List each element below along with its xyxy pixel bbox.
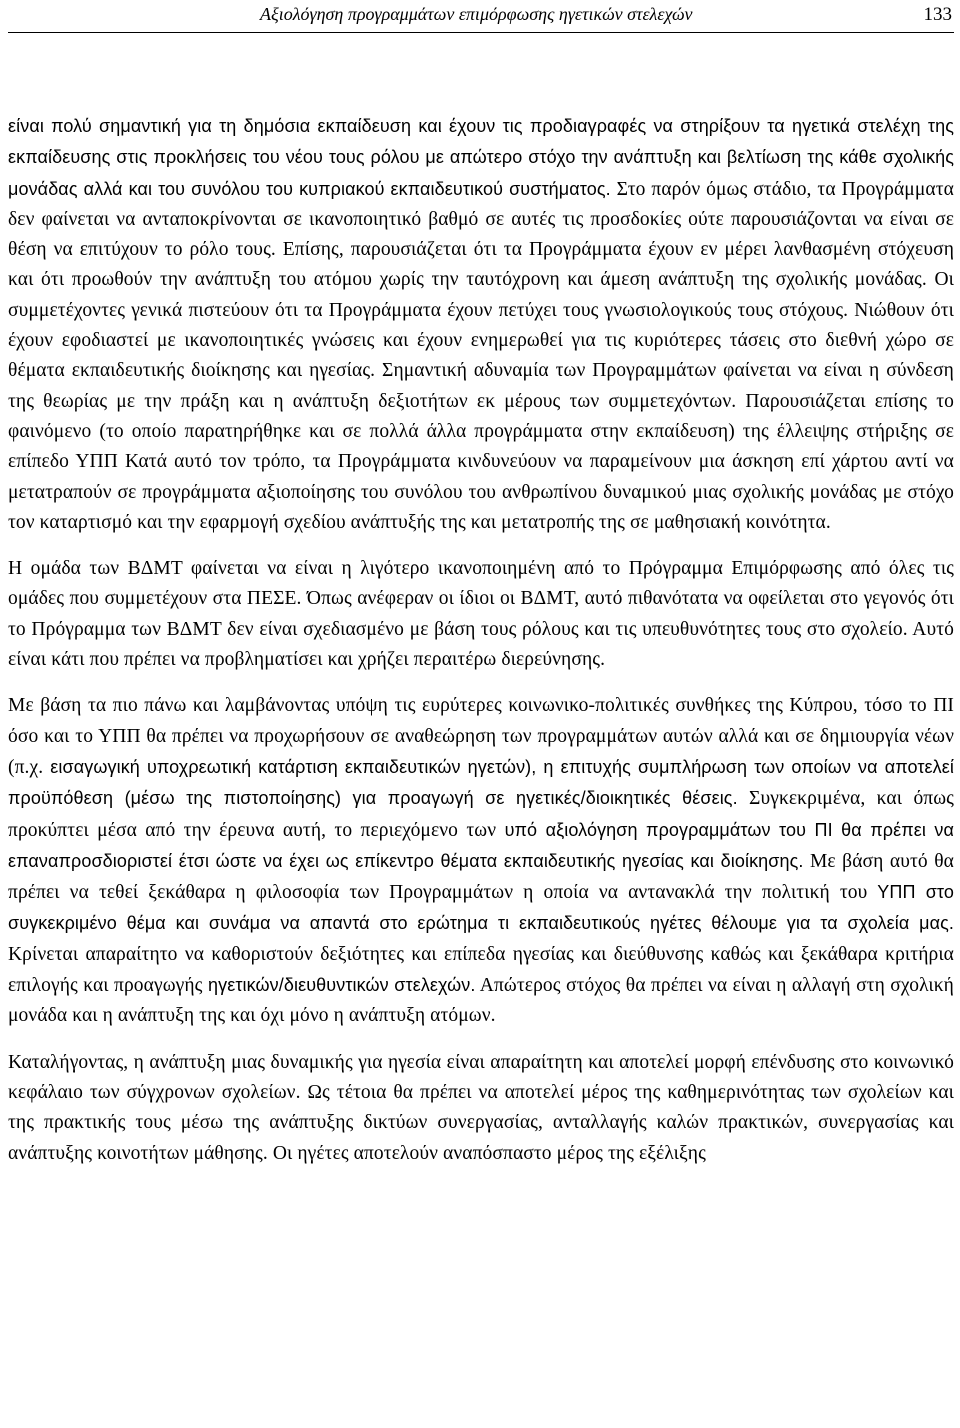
text-segment: Με βάση αυτό θα πρέπει να τεθεί ξεκάθαρα η φιλοσοφία των Προγραμμάτων η οποία να αντανακλά την πολιτική του bbox=[8, 850, 954, 904]
text-segment: ΥΠΠ στο συγκεκριμένο θέμα και συνάμα να απαντά στο ερώτημα τι εκπαιδευτικούς ηγέτες θέλουμε για τα σχολεία μας. bbox=[8, 882, 954, 934]
text-segment: Απώτερος στόχος θα πρέπει να είναι η αλλαγή στη σχολική μονάδα και η ανάπτυξη της και όχι μόνο η ανάπτυξη ατόμων. bbox=[8, 975, 954, 1027]
text-segment: Καταλήγοντας, η ανάπτυξη μιας δυναμικής για ηγεσία είναι απαραίτητη και αποτελεί μορφή επένδυσης στο κοινωνικό κεφάλαιο των σύγχρονων σχολείων. Ως τέτοια θα πρέπει να αποτελεί μέρος της καθημερινότητας των σχολείων και της πρακτικής τους μέσω της ανάπτυξης δικτύων συνεργασίας, ανταλλαγής καλών πρακτικών, συνεργασίας και ανάπτυξης κοινοτήτων μάθησης. Οι ηγέτες αποτελούν αναπόσπαστο μέρος της εξέλιξης bbox=[8, 1051, 954, 1164]
text-segment: Η ομάδα των ΒΔΜΤ φαίνεται να είναι η λιγότερο ικανοποιημένη από το Πρόγραμμα Επιμόρφωσης από όλες τις ομάδες που συμμετέχουν στα ΠΕΣΕ. Όπως ανέφεραν οι ίδιοι οι ΒΔΜΤ, αυτό πιθανότατα να οφείλεται στο γεγονός ότι το Πρόγραμμα των ΒΔΜΤ δεν είναι σχεδιασμένο με βάση τους ρόλους και τις υπευθυνότητες τους στο σχολείο. Αυτό είναι κάτι που πρέπει να προβληματίσει και χρήζει περαιτέρω διερεύνησης. bbox=[8, 558, 954, 671]
text-segment: υπό αξιολόγηση προγραμμάτων του ΠΙ θα πρέπει να επαναπροσδιοριστεί έτσι ώστε να έχει ως επίκεντρο θέματα εκπαιδευτικής ηγεσίας και διοίκησης. bbox=[8, 819, 954, 871]
running-title: Αξιολόγηση προγραμμάτων επιμόρφωσης ηγετικών στελεχών bbox=[260, 4, 693, 24]
text-segment: Συγκεκριμένα, και όπως προκύπτει μέσα από την έρευνα αυτή, το περιεχόμενο των bbox=[8, 788, 954, 841]
paragraph-1 bbox=[8, 111, 954, 538]
paragraph-2 bbox=[8, 554, 954, 675]
running-header bbox=[8, 0, 954, 33]
text-segment: εισαγωγική υποχρεωτική κατάρτιση εκπαιδευτικών ηγετών), η επιτυχής συμπλήρωση των οποίων να αποτελεί προϋπόθεση (μέσω της πιστοποίησης) για προαγωγή σε ηγετικές/διοικητικές θέσεις. bbox=[8, 756, 954, 809]
paragraph-4 bbox=[8, 1048, 954, 1169]
text-segment: Στο παρόν όμως στάδιο, τα Προγράμματα δεν φαίνεται να ανταποκρίνονται σε ικανοποιητικό βαθμό σε αυτές τις προσδοκίες ούτε παρουσιάζονται να είναι σε θέση να επιτύχουν το ρόλο τους. Επίσης, παρουσιάζεται ότι τα Προγράμματα έχουν εν μέρει λανθασμένη στόχευση και ότι προωθούν την ανάπτυξη του ατόμου χωρίς την ταυτόχρονη και άμεση ανάπτυξη της σχολικής μονάδας. Οι συμμετέχοντες γενικά πιστεύουν ότι τα Προγράμματα έχουν πετύχει τους γνωσιολογικούς τους στόχους. Νιώθουν ότι έχουν εφοδιαστεί με ικανοποιητικές γνώσεις και έχουν ενημερωθεί για τις κυριότερες τάσεις στο διεθνή χώρο σε θέματα εκπαιδευτικής διοίκησης και ηγεσίας. Σημαντική αδυναμία των Προγραμμάτων φαίνεται να είναι η σύνδεση της θεωρίας με την πράξη και η ανάπτυξη δεξιοτήτων εκ μέρους των συμμετεχόντων. Παρουσιάζεται επίσης το φαινόμενο (το οποίο παρατηρήθηκε και σε πολλά άλλα προγράμματα στην εκπαίδευση) της έλλειψης στήριξης σε επίπεδο ΥΠΠ Κατά αυτό τον τρόπο, τα Προγράμματα κινδυνεύουν να παραμείνουν μια άσκηση επί χάρτου αντί να μετατραπούν σε προγράμματα αξιοποίησης του συνόλου του ανθρωπίνου δυναμικού μιας σχολικής μονάδας με στόχο τον καταρτισμό και την εφαρμογή σχεδίου ανάπτυξής της και μετατροπής της σε μαθησιακή κοινότητα. bbox=[8, 178, 954, 533]
text-segment: ηγετικών/διευθυντικών στελεχών. bbox=[202, 975, 476, 996]
text-segment: Με βάση τα πιο πάνω και λαμβάνοντας υπόψη τις ευρύτερες κοινωνικο-πολιτικές συνθήκες της Κύπρου, τόσο το ΠΙ όσο και το ΥΠΠ θα πρέπει να προχωρήσουν σε αναθεώρηση των προγραμμάτων αυτών αλλά και σε δημιουργία νέων (π.χ. bbox=[8, 695, 954, 778]
document-page bbox=[8, 0, 954, 1169]
paragraph-3 bbox=[8, 691, 954, 1031]
text-segment: είναι πολύ σημαντική για τη δημόσια εκπαίδευση και έχουν τις προδιαγραφές να στηρίξουν τα ηγετικά στελέχη της εκπαίδευσης στις προκλήσεις του νέου τους ρόλου με απώτερο στόχο την ανάπτυξη και βελτίωση της κάθε σχολικής μονάδας αλλά και του συνόλου του κυπριακού εκπαιδευτικού συστήματος. bbox=[8, 116, 954, 199]
text-segment: Κρίνεται απαραίτητο να καθοριστούν δεξιότητες και επίπεδα ηγεσίας και διεύθυνσης καθώς και ξεκάθαρα κριτήρια επιλογής και προαγωγής bbox=[8, 943, 954, 997]
body-text bbox=[8, 111, 954, 1169]
page-number: 133 bbox=[923, 4, 952, 25]
